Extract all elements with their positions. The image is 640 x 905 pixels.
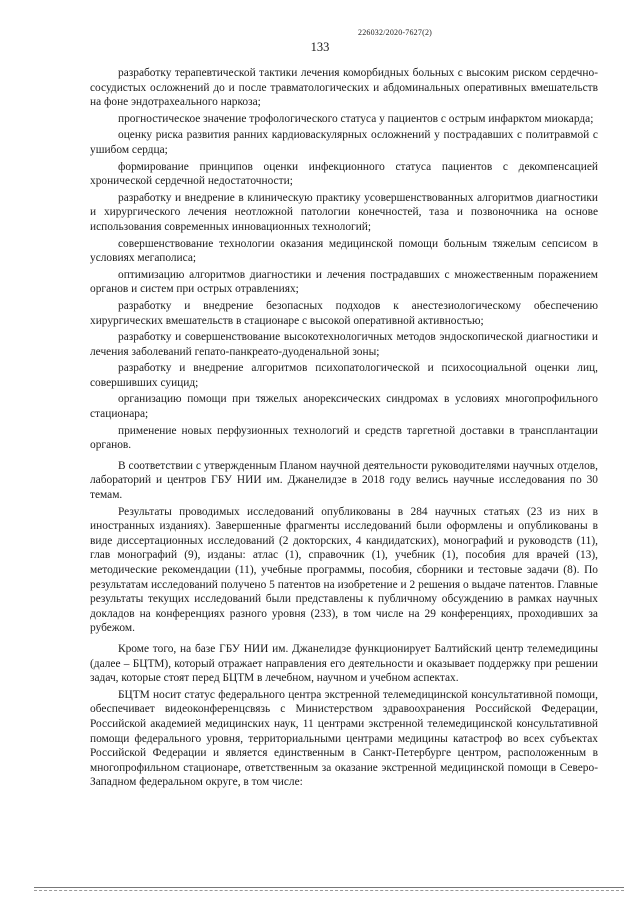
paragraph: В соответствии с утвержденным Планом научной деятельности руководителями научных отделов, лабораторий и центров ГБУ НИИ им. Джанелидзе в 2018 году велись научные исследования по 30 темам. [90,459,598,502]
paragraph: оценку риска развития ранних кардиоваскулярных осложнений у пострадавших с политравмой с ушибом сердца; [90,129,598,156]
paragraph: применение новых перфузионных технологий и средств таргетной доставки в трансплантации органов. [90,424,598,452]
paragraph: разработку и совершенствование высокотехнологичных методов эндоскопической диагностики и лечения заболеваний гепато-панкреато-дуоденальной зоны; [90,331,598,358]
paragraph: БЦТМ носит статус федерального центра экстренной телемедицинской консультативной помощи, обеспечивает видеоконференцсвязь с Министерством здравоохранения Российской Федерации, Российской академией медицинских наук, 11 центрами экстренной телемедицинской консультативной помощи федерального уровня, территориальными центрами медицины катастроф во всех субъектах Российской Федерации и является единственным в Санкт-Петербурге центром, расположенным в многопрофильном стационаре, ответственным за оказание экстренной медицинской помощи в Северо-Западном федеральном округе, в том числе: [90,688,598,789]
document-number: 226032/2020-7627(2) [358,28,433,37]
paragraph: совершенствование технологии оказания медицинской помощи больным тяжелым сепсисом в условиях мегаполиса; [90,237,598,265]
page-number: 133 [310,40,330,54]
paragraph: организацию помощи при тяжелых анорексических синдромах в условиях многопрофильного стационара; [90,393,598,421]
paragraph: Кроме того, на базе ГБУ НИИ им. Джанелидзе функционирует Балтийский центр телемедицины (далее – БЦТМ), который отражает направления его деятельности и оказывает поддержку при решении задач, которые стоят перед БЦТМ в лечебном, научном и учебном аспектах. [90,642,598,685]
footer-divider [34,890,624,891]
paragraph: разработку и внедрение в клиническую практику усовершенствованных алгоритмов диагностики и хирургического лечения неотложной патологии конечностей, таза и позвоночника на основе использования современных инновационных технологий; [90,191,598,233]
paragraph: Результаты проводимых исследований опубликованы в 284 научных статьях (23 из них в иностранных изданиях). Завершенные фрагменты исследований были оформлены и опубликованы в виде диссертационных исследований (2 докторских, 4 кандидатских), монографий и руководств (11), глав монографий (9), изданы: атлас (1), справочник (1), учебник (1), пособия для врачей (13), методические рекомендации (11), учебные программы, пособия, сборники и тестовые задачи (8). По результатам исследований получено 5 патентов на изобретение и 2 решения о выдаче патентов. Главные результаты текущих исследований были представлены к публичному обсуждению в рамках научных докладов на конференциях разного уровня (233), в том числе на 29 конференциях, проходивших за рубежом. [90,505,598,635]
paragraph: разработку терапевтической тактики лечения коморбидных больных с высоким риском сердечно-сосудистых осложнений до и после травматологических и абдоминальных оперативных вмешательств на фоне эндотрахеального наркоза; [90,67,598,109]
paragraph: оптимизацию алгоритмов диагностики и лечения пострадавших с множественным поражением органов и систем при острых отравлениях; [90,268,598,296]
paragraph: разработку и внедрение алгоритмов психопатологической и психосоциальной оценки лиц, совершивших суицид; [90,362,598,389]
paragraph: формирование принципов оценки инфекционного статуса пациентов с декомпенсацией хронической сердечной недостаточности; [90,160,598,188]
document-body [90,66,598,792]
paragraph: разработку и внедрение безопасных подходов к анестезиологическому обеспечению хирургических вмешательств в стационаре с высокой оперативной активностью; [90,299,598,327]
paragraph: прогностическое значение трофологического статуса у пациентов с острым инфарктом миокарда; [118,112,594,125]
footer-divider [34,887,624,888]
